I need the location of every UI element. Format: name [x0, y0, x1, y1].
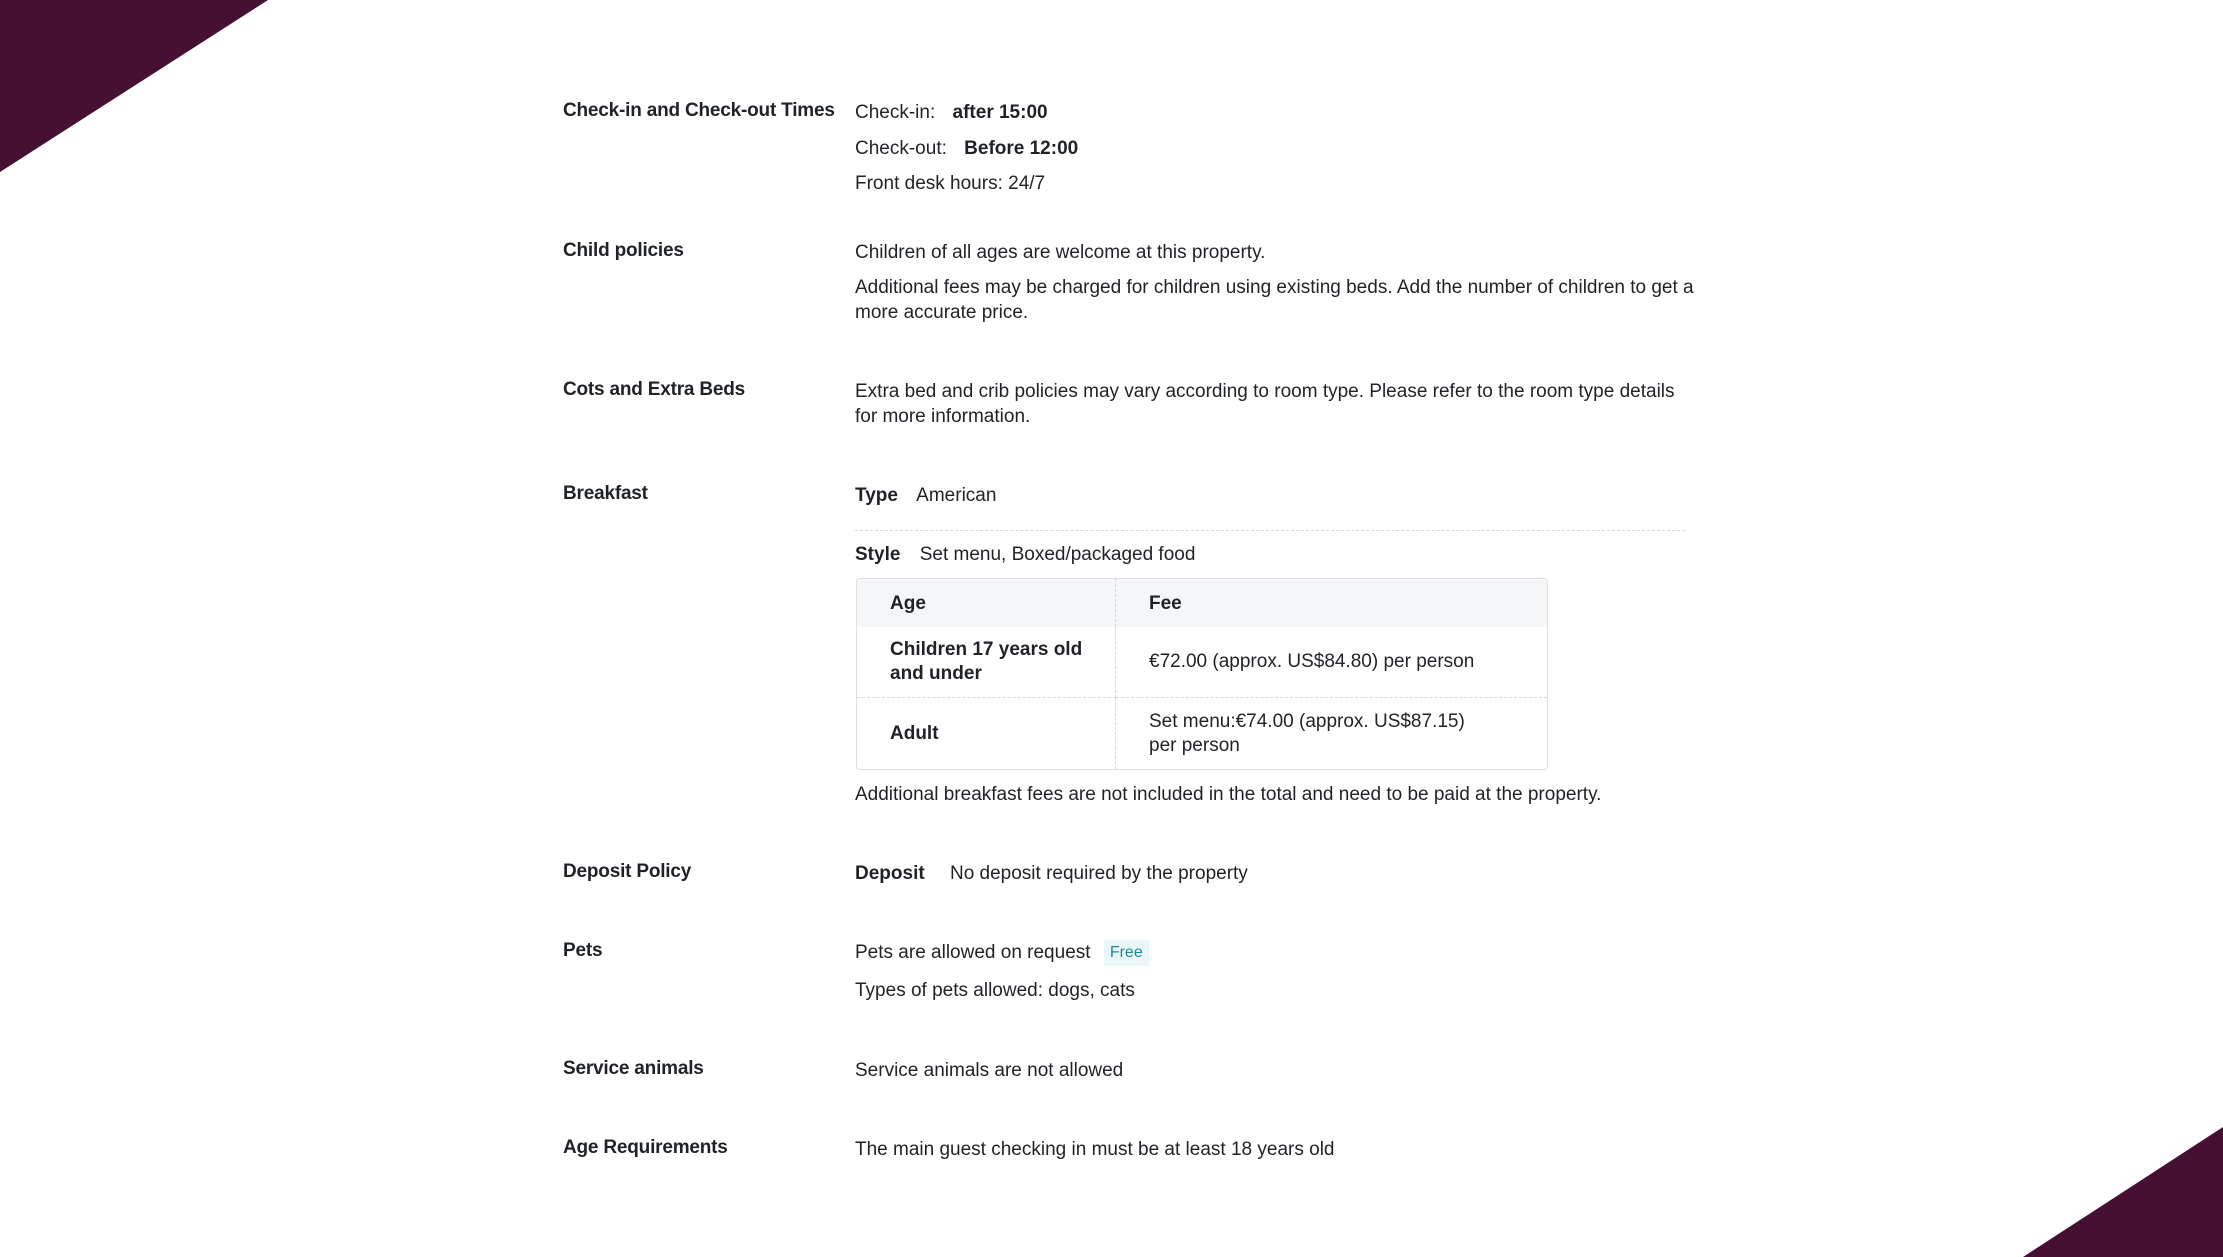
deposit-value: No deposit required by the property — [949, 863, 1248, 884]
section-label: Age Requirements — [563, 1137, 728, 1158]
checkout-value: Before 12:00 — [964, 138, 1079, 159]
section-label: Service animals — [563, 1058, 704, 1079]
pets-allowed-line — [855, 940, 1149, 966]
pets-allowed-text: Pets are allowed on request — [855, 942, 1091, 963]
breakfast-type-key: Type — [855, 485, 898, 506]
deposit-line — [855, 861, 1248, 886]
service-animals-text: Service animals are not allowed — [855, 1060, 1124, 1081]
breakfast-type — [855, 483, 996, 508]
section-label: Pets — [563, 940, 603, 961]
breakfast-style — [855, 542, 1195, 567]
fee-cell: Set menu:€74.00 (approx. US$87.15) per person — [1149, 710, 1465, 756]
table-row — [857, 627, 1547, 698]
deposit-key: Deposit — [855, 863, 925, 884]
breakfast-style-key: Style — [855, 544, 901, 565]
column-header-age: Age — [857, 579, 1116, 627]
checkin-value: after 15:00 — [952, 102, 1048, 123]
section-label: Cots and Extra Beds — [563, 379, 746, 400]
breakfast-style-value: Set menu, Boxed/packaged food — [919, 544, 1196, 565]
corner-decoration-top-left — [0, 0, 270, 175]
checkout-key: Check-out: — [855, 138, 947, 159]
breakfast-fee-note: Additional breakfast fees are not included in the total and need to be paid at the property. — [855, 784, 1602, 805]
pet-types: Types of pets allowed: dogs, cats — [855, 980, 1135, 1001]
section-label: Deposit Policy — [563, 861, 692, 882]
column-header-fee: Fee — [1116, 579, 1547, 627]
breakfast-type-value: American — [916, 485, 997, 506]
checkin-key: Check-in: — [855, 102, 936, 123]
age-cell: Children 17 years old and under — [857, 627, 1116, 698]
checkin-line — [855, 100, 1048, 125]
age-requirement-text: The main guest checking in must be at least 18 years old — [855, 1139, 1335, 1160]
child-policy-line-1: Children of all ages are welcome at this property. — [855, 242, 1266, 263]
divider — [855, 530, 1685, 531]
section-label: Breakfast — [563, 483, 648, 504]
table-row — [857, 698, 1547, 769]
fee-cell: €72.00 (approx. US$84.80) per person — [1116, 627, 1547, 698]
section-label: Check-in and Check-out Times — [563, 100, 835, 121]
child-policy-line-2: Additional fees may be charged for children using existing beds. Add the number of children to get a more accurate price. — [855, 277, 1694, 323]
cots-policy-text: Extra bed and crib policies may vary according to room type. Please refer to the room type details for more information. — [855, 381, 1675, 427]
breakfast-fee-table — [856, 578, 1548, 770]
free-badge: Free — [1104, 940, 1149, 966]
age-cell: Adult — [857, 698, 1116, 769]
corner-decoration-bottom-right — [2023, 1127, 2223, 1257]
checkout-line — [855, 136, 1078, 161]
section-label: Child policies — [563, 240, 684, 261]
front-desk-hours: Front desk hours: 24/7 — [855, 173, 1046, 194]
